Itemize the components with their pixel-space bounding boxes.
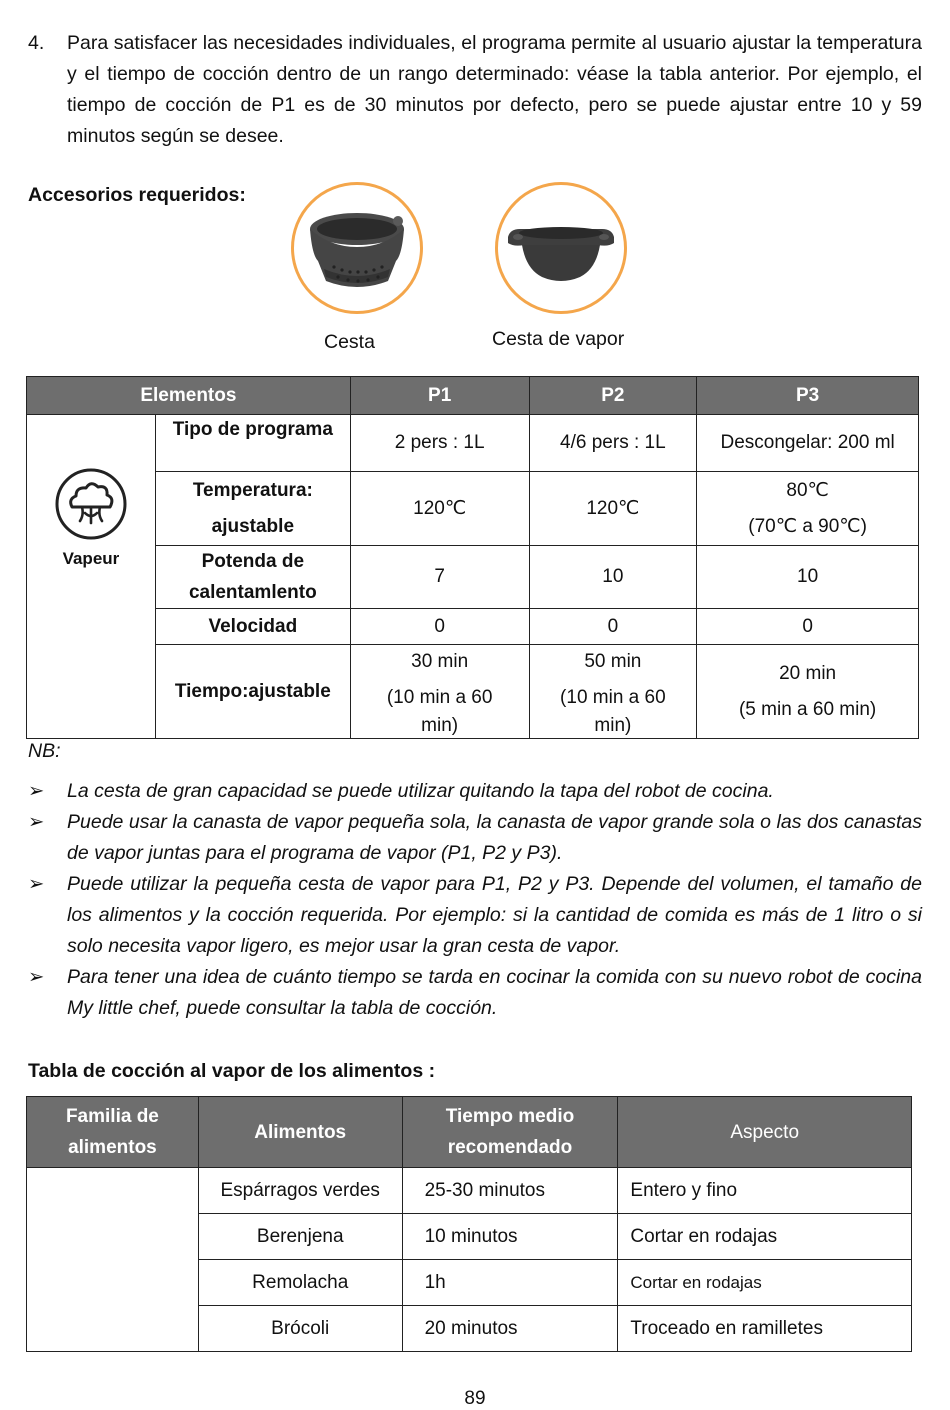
list-item <box>28 869 922 962</box>
table-cell: 20 minutos <box>402 1306 618 1352</box>
column-header: P1 <box>350 377 529 415</box>
familia-cell <box>27 1168 199 1352</box>
note-text: Para tener una idea de cuánto tiempo se tarda en cocinar la comida con su nuevo robot de cocina My little chef, puede consultar la tabla de cocción. <box>67 966 922 1019</box>
cell-line: (10 min a 60 <box>560 686 666 708</box>
table-cell: Espárragos verdes <box>198 1168 402 1214</box>
colander-basket-image <box>291 182 423 314</box>
list-item <box>28 776 922 807</box>
row-label-line: ajustable <box>211 515 295 537</box>
cell-line: 20 min <box>779 662 837 684</box>
header-line: recomendado <box>447 1137 573 1158</box>
note-text: Puede utilizar la pequeña cesta de vapor para P1, P2 y P3. Depende del volumen, el tamaño de los alimentos y la cocción requerida. Por ejemplo: si la cantidad de comida es más de 1 litro o si solo necesita vapor ligero, es mejor usar la gran cesta de vapor. <box>67 873 922 957</box>
table-header-row <box>27 377 919 415</box>
table-cell: Troceado en ramilletes <box>618 1306 912 1352</box>
cesta-vapor-label: Cesta de vapor <box>492 328 625 350</box>
steamer-basket-icon <box>498 185 624 311</box>
cell-line: 30 min <box>411 650 469 672</box>
arrowhead-bullet-icon: ➢ <box>28 811 45 833</box>
column-header: P3 <box>697 377 919 415</box>
table-cell: 0 <box>697 609 919 645</box>
column-header: Aspecto <box>618 1097 912 1168</box>
row-label-line: calentamlento <box>188 582 317 603</box>
column-header: P2 <box>529 377 697 415</box>
column-header <box>402 1097 618 1168</box>
header-line: alimentos <box>68 1137 157 1158</box>
table-row <box>27 1168 912 1214</box>
vapeur-label: Vapeur <box>62 549 120 568</box>
table-cell <box>697 645 919 739</box>
table-cell: Entero y fino <box>618 1168 912 1214</box>
list-item <box>28 962 922 1024</box>
table-cell: Brócoli <box>198 1306 402 1352</box>
arrowhead-bullet-icon: ➢ <box>28 873 45 895</box>
table-header-row <box>27 1097 912 1168</box>
table-cell: 10 minutos <box>402 1214 618 1260</box>
table-cell: Cortar en rodajas <box>618 1214 912 1260</box>
row-label-line: Temperatura: <box>192 479 313 501</box>
cell-line: min) <box>594 714 632 736</box>
row-label: Velocidad <box>155 609 350 645</box>
steam-icon <box>54 467 128 541</box>
program-table <box>26 376 919 739</box>
paragraph-text: Para satisfacer las necesidades individuales, el programa permite al usuario ajustar la temperatura y el tiempo de cocción dentro de un rango determinado: véase la tabla anterior. Por ejemplo, el tiempo de cocción de P1 es de 30 minutos por defecto, pero se puede ajustar entre 10 y 59 minutos según se desee. <box>67 32 922 147</box>
cell-line: (10 min a 60 <box>386 686 493 708</box>
table-cell: 2 pers : 1L <box>350 415 529 472</box>
steam-table-heading: Tabla de cocción al vapor de los alimentos : <box>28 1060 436 1082</box>
table-row <box>27 415 919 472</box>
steam-cooking-table <box>26 1096 912 1352</box>
colander-basket-icon <box>294 185 420 311</box>
table-cell: 10 <box>697 546 919 609</box>
table-row <box>27 645 919 739</box>
column-header: Alimentos <box>198 1097 402 1168</box>
table-cell: 4/6 pers : 1L <box>529 415 697 472</box>
cell-line: min) <box>421 714 459 736</box>
arrowhead-bullet-icon: ➢ <box>28 966 45 988</box>
cesta-label: Cesta <box>324 331 375 353</box>
header-line: Familia de <box>65 1106 159 1127</box>
note-text: La cesta de gran capacidad se puede utilizar quitando la tapa del robot de cocina. <box>67 780 774 802</box>
nb-label: NB: <box>28 740 61 762</box>
row-label-line: Potenda de <box>201 551 305 572</box>
table-row <box>27 472 919 546</box>
table-cell: 120℃ <box>529 472 697 546</box>
table-cell: 0 <box>350 609 529 645</box>
cell-line: 50 min <box>584 650 642 672</box>
table-cell: 0 <box>529 609 697 645</box>
row-label: Tipo de programa <box>155 415 350 472</box>
numbered-paragraph <box>28 28 922 152</box>
arrowhead-bullet-icon: ➢ <box>28 780 45 802</box>
page-number: 89 <box>464 1388 486 1409</box>
table-cell: 7 <box>350 546 529 609</box>
column-header <box>27 1097 199 1168</box>
steamer-basket-image <box>495 182 627 314</box>
row-label: Tiempo:ajustable <box>155 645 350 739</box>
notes-list <box>28 776 922 1024</box>
table-row <box>27 546 919 609</box>
table-cell: Remolacha <box>198 1260 402 1306</box>
row-label <box>155 546 350 609</box>
accessories-heading: Accesorios requeridos: <box>28 184 246 206</box>
table-cell <box>697 472 919 546</box>
column-header: Elementos <box>27 377 351 415</box>
table-cell: 10 <box>529 546 697 609</box>
table-cell: 120℃ <box>350 472 529 546</box>
table-cell: 1h <box>402 1260 618 1306</box>
list-number: 4. <box>28 32 45 54</box>
table-cell: Descongelar: 200 ml <box>697 415 919 472</box>
cell-line: (70℃ a 90℃) <box>748 515 867 537</box>
table-cell <box>529 645 697 739</box>
cell-line: (5 min a 60 min) <box>738 698 877 720</box>
table-row <box>27 609 919 645</box>
header-line: Tiempo medio <box>445 1106 575 1127</box>
note-text: Puede usar la canasta de vapor pequeña sola, la canasta de vapor grande sola o las dos canastas de vapor juntas para el programa de vapor (P1, P2 y P3). <box>67 811 922 864</box>
table-cell <box>350 645 529 739</box>
table-cell: 25-30 minutos <box>402 1168 618 1214</box>
cell-line: 80℃ <box>786 479 829 501</box>
table-cell: Berenjena <box>198 1214 402 1260</box>
table-cell: Cortar en rodajas <box>618 1260 912 1306</box>
row-label <box>155 472 350 546</box>
list-item <box>28 807 922 869</box>
vapeur-mode-cell <box>27 415 156 739</box>
